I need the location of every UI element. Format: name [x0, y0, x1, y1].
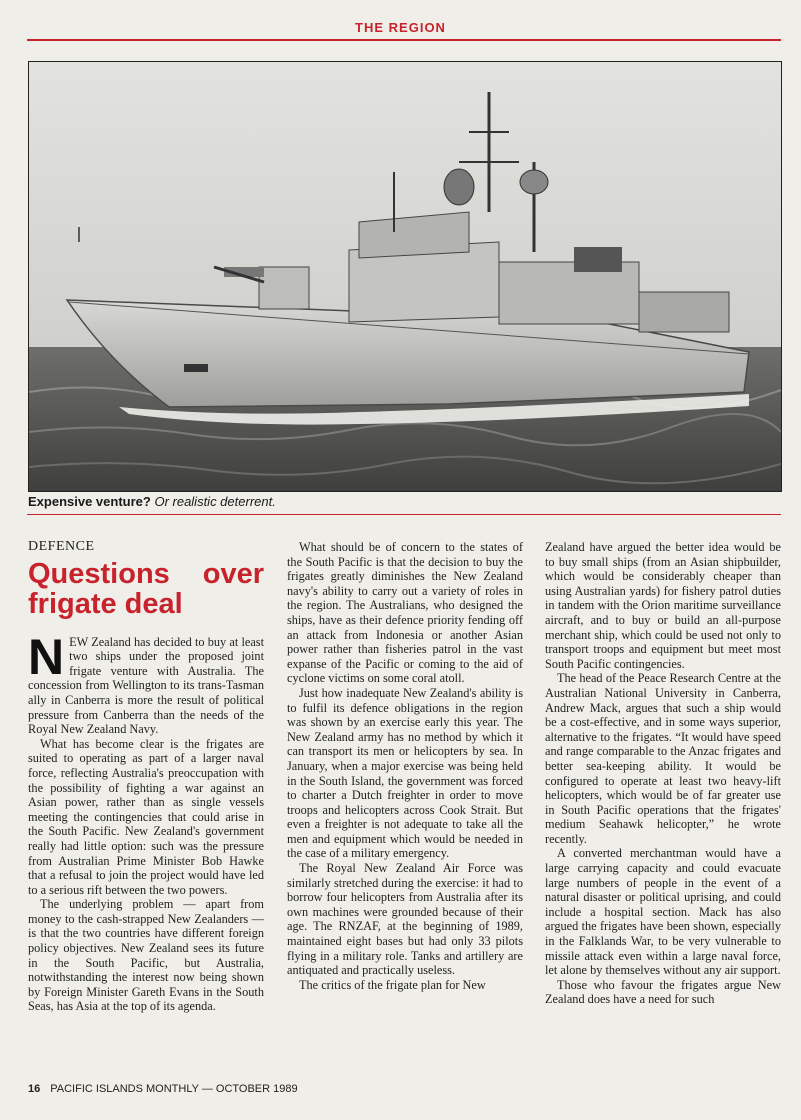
- article-paragraph: What should be of concern to the states of the South Pacific is that the decision to buy the frigates greatly diminishes the New Zealand navy's ability to carry out a variety of roles in the region. The Australians, who designed the ships, have as their defence priority fending off an attack from Indonesia or another Asian power rather than fisheries patrol in the vast expanse of the Pacific or coming to the aid of cyclone victims on some coral atoll.: [287, 540, 523, 686]
- article-column-3: [545, 540, 781, 1007]
- caption-bold: Expensive venture?: [28, 494, 151, 509]
- article-paragraph: The head of the Peace Research Centre at the Australian National University in Canberra, Andrew Mack, argues that such a ship would be a cost-effective, and in some ways superior, alternative to the frigates. “It would have speed and range comparable to the Anzac frigates and better sea-keeping ability. It would be configured to operate at least two heavy-lift helicopters, which would be of far greater use in South Pacific operations that the frigates' medium Seahawk helicopter,” he wrote recently.: [545, 671, 781, 846]
- publication-line: PACIFIC ISLANDS MONTHLY — OCTOBER 1989: [50, 1083, 298, 1095]
- photo-caption: [28, 494, 780, 509]
- article-headline: Questions over frigate deal: [28, 557, 264, 620]
- article-paragraph: The critics of the frigate plan for New: [299, 977, 486, 992]
- page-footer: [28, 1083, 298, 1095]
- paragraph-text: EW Zealand has decided to buy at least two ships under the proposed joint frigate venture with Australia. The concession from Wellington to its trans-Tasman ally in Canberra is more the result of political pressure from Canberra than the needs of the Royal New Zealand Navy.: [28, 634, 264, 737]
- article-paragraph: The Royal New Zealand Air Force was similarly stretched during the exercise: it had to borrow four helicopters from Australia after its own machines were grounded because of their age. The RNZAF, at the beginning of 1989, maintained eight bases but had only 33 pilots flying in a military role. Tanks and artillery are antiquated and practically useless.: [287, 861, 523, 978]
- caption-italic: Or realistic deterrent.: [154, 494, 276, 509]
- article-paragraph: The underlying problem — apart from money to the cash-strapped New Zealanders — is that the two countries have different foreign policy objectives. New Zealand sees its future in the South Pacific, but Australia, notwithstanding the interest now being shown by Foreign Minister Gareth Evans in the South Seas, has Asia at the top of its agenda.: [28, 897, 264, 1014]
- article-paragraph: [28, 628, 264, 737]
- frigate-photo: [28, 61, 782, 492]
- article-column-2: [287, 540, 523, 992]
- article-paragraph: Those who favour the frigates argue New Zealand does have a need for such: [545, 977, 781, 1007]
- caption-rule: [27, 514, 781, 515]
- drop-cap: N: [28, 628, 65, 685]
- article-paragraph: Just how inadequate New Zealand's ability is to fulfil its defence obligations in the region was shown by an exercise early this year. The New Zealand army has no method by which it can transport its men or helicopters by sea. In January, when a major exercise was being held in the South Island, the government was forced to charter a Dutch freighter in order to move troops and helicopters across Cook Strait. But even a freighter is not adequate to take all the men and equipment which would be needed in the case of a military emergency.: [287, 685, 523, 861]
- header-rule: [27, 39, 781, 41]
- article-kicker: DEFENCE: [28, 539, 95, 554]
- article-paragraph: A converted merchantman would have a large carrying capacity and could evacuate large numbers of people in the event of a natural disaster or political uprising, and could include a hospital section. Mack has also argued the frigates have been shown, especially in the Falklands War, to be very vulnerable to missile attack even within a large naval force, let alone by themselves without any air support.: [545, 846, 781, 978]
- article-paragraph: What has become clear is the frigates are suited to operating as part of a larger naval force, reflecting Australia's preoccupation with the possibility of fighting a war against an Asian power, rather than as single vessels meeting the contingencies that could arise in the South Pacific. New Zealand's government really had little option: such was the pressure from Australian Prime Minister Bob Hawke that a refusal to join the project would have led to a serious rift between the two powers.: [28, 736, 264, 897]
- article-column-1: [28, 540, 264, 1014]
- section-label: THE REGION: [355, 20, 446, 35]
- page-number: 16: [28, 1083, 41, 1095]
- article-paragraph: Zealand have argued the better idea would be to buy small ships (from an Asian shipbuilder, which would be considerably cheaper than using Australian yards) for fishery patrol duties in tandem with the Orion maritime surveillance aircraft, and to buy or build an all-purpose merchant ship, which could be used not only to transport troops and equipment but meet most South Pacific contingencies.: [545, 540, 781, 671]
